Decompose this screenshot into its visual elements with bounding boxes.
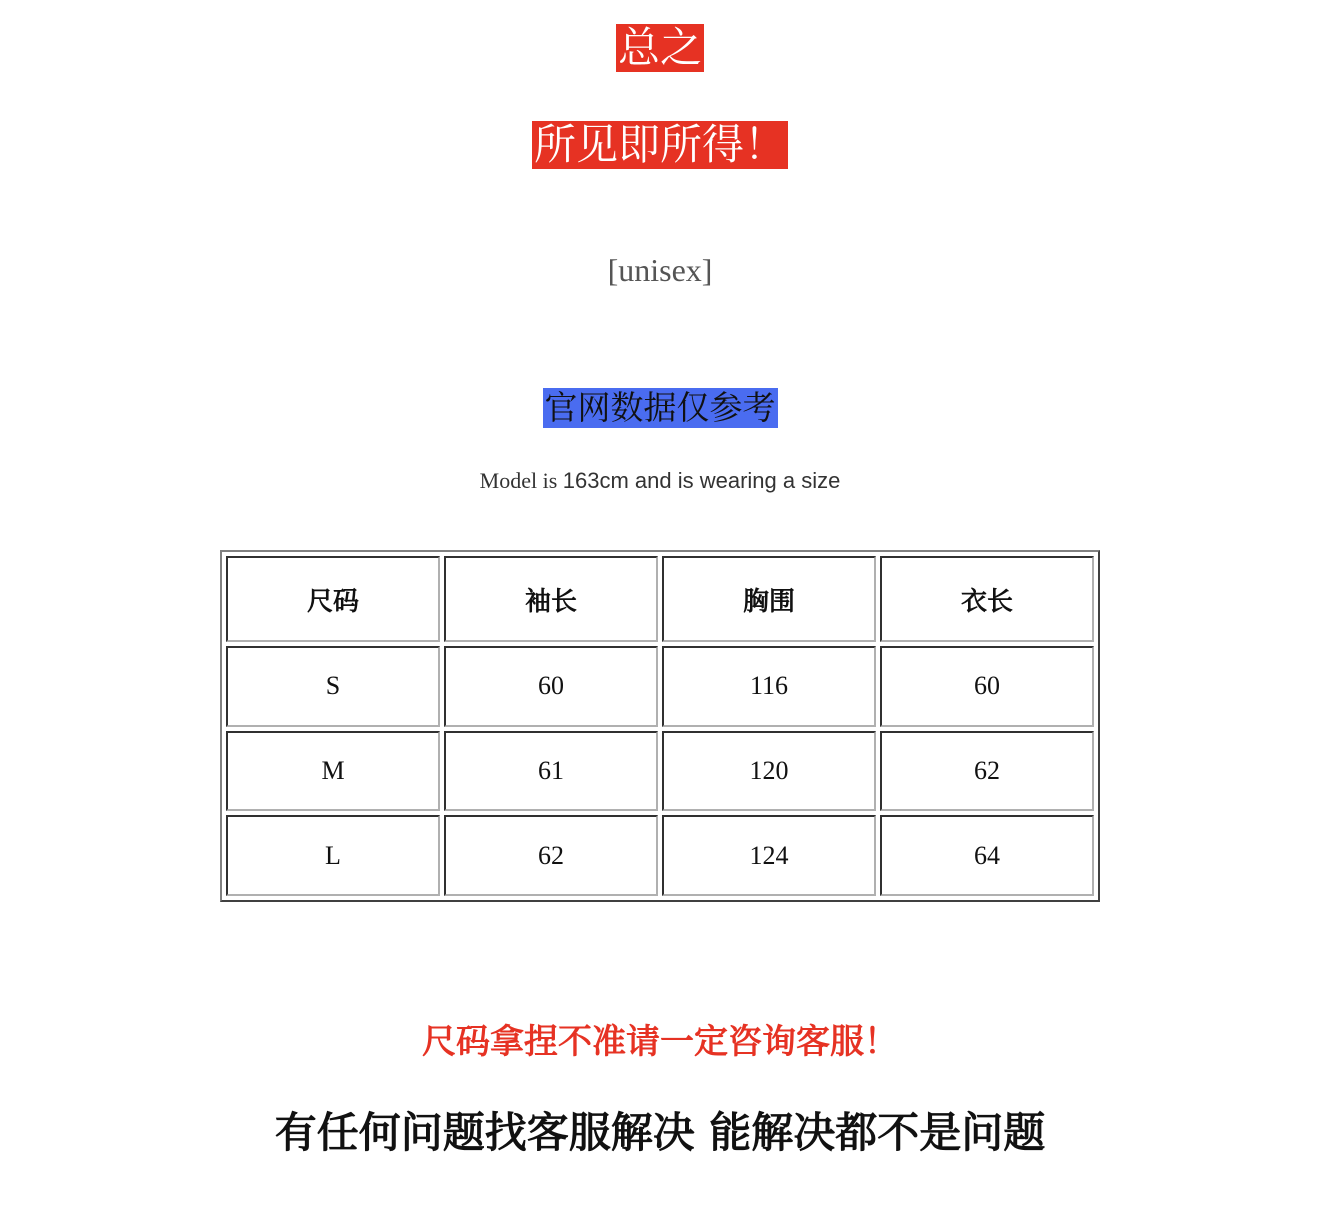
table-cell: 60 xyxy=(444,646,658,727)
header-cell-length: 衣长 xyxy=(880,556,1094,642)
unisex-tag: [unisex] xyxy=(607,252,713,288)
size-warning: 尺码拿捏不准请一定咨询客服！ xyxy=(422,1022,898,1062)
header-line-1-row xyxy=(0,24,1320,72)
table-cell: 62 xyxy=(444,815,658,896)
footer-row xyxy=(0,1100,1320,1160)
table-header-row xyxy=(226,556,1094,642)
table-cell: 120 xyxy=(662,731,876,812)
table-cell: 64 xyxy=(880,815,1094,896)
table-cell: S xyxy=(226,646,440,727)
header-line-2: 所见即所得！ xyxy=(533,120,786,169)
size-chart-table xyxy=(220,550,1100,902)
unisex-tag-row xyxy=(0,252,1320,289)
model-note-row xyxy=(0,468,1320,494)
table-row xyxy=(226,815,1094,896)
table-row xyxy=(226,646,1094,727)
header-line-1: 总之 xyxy=(617,23,702,72)
table-cell: 124 xyxy=(662,815,876,896)
table-cell: 61 xyxy=(444,731,658,812)
model-note-serif: Model is xyxy=(479,468,558,493)
table-cell: M xyxy=(226,731,440,812)
model-note xyxy=(480,468,841,493)
notice-row xyxy=(0,388,1320,428)
header-cell-size: 尺码 xyxy=(226,556,440,642)
header-cell-chest: 胸围 xyxy=(662,556,876,642)
table-cell: L xyxy=(226,815,440,896)
table-cell: 60 xyxy=(880,646,1094,727)
header-line-2-row xyxy=(0,121,1320,169)
header-cell-sleeve: 袖长 xyxy=(444,556,658,642)
warning-row xyxy=(0,1014,1320,1063)
table-cell: 62 xyxy=(880,731,1094,812)
model-note-sans: 163cm and is wearing a size xyxy=(562,468,841,493)
official-data-notice: 官网数据仅参考 xyxy=(544,388,776,427)
customer-service-footer: 有任何问题找客服解决 能解决都不是问题 xyxy=(274,1108,1046,1157)
table-cell: 116 xyxy=(662,646,876,727)
table-row xyxy=(226,731,1094,812)
